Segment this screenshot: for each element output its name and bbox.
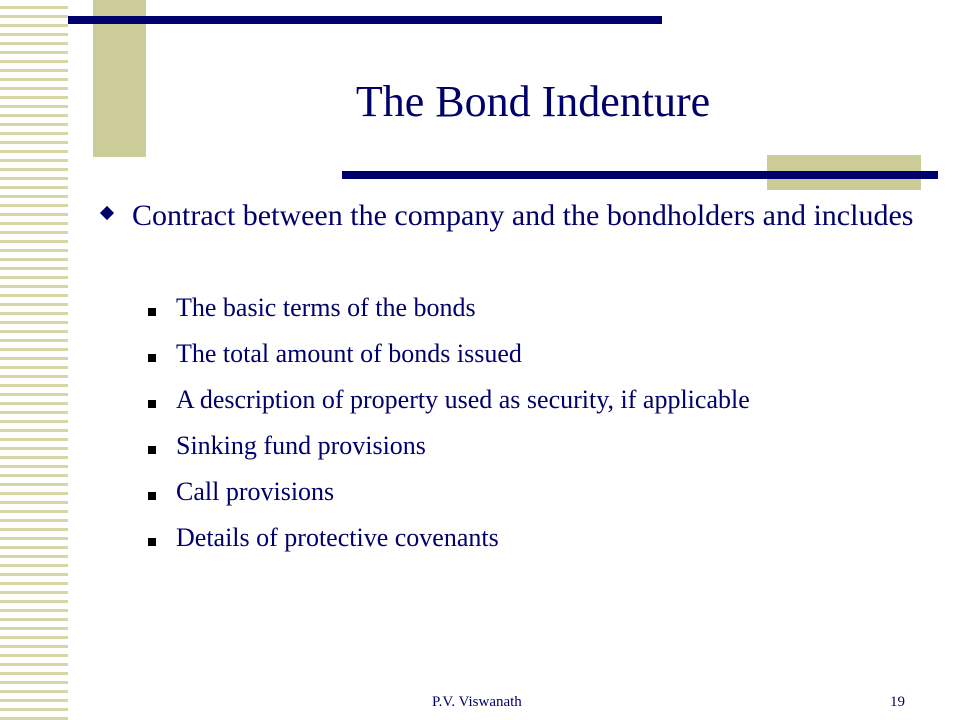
diamond-bullet-icon <box>100 206 114 220</box>
sub-bullet-text: Details of protective covenants <box>176 523 499 552</box>
sub-bullet-text: Call provisions <box>176 477 335 506</box>
sub-bullet-list <box>148 288 928 564</box>
top-bar-decoration <box>68 16 662 24</box>
sub-bullet-item <box>148 426 928 472</box>
slide-title: The Bond Indenture <box>355 77 711 126</box>
sub-bullet-item <box>148 518 928 564</box>
sub-bullet-text: A description of property used as security, if applicable <box>176 385 750 414</box>
sub-bullet-item <box>148 380 928 426</box>
sub-bullet-text: The basic terms of the bonds <box>176 293 476 322</box>
main-bullet <box>102 196 922 236</box>
square-bullet-icon <box>148 538 156 546</box>
square-bullet-icon <box>148 400 156 408</box>
square-bullet-icon <box>148 492 156 500</box>
sub-bullet-text: Sinking fund provisions <box>176 431 426 460</box>
sub-bullet-item <box>148 334 928 380</box>
left-stripe-decoration <box>0 0 68 720</box>
square-bullet-icon <box>148 354 156 362</box>
footer-author: P.V. Viswanath <box>432 694 522 710</box>
square-bullet-icon <box>148 446 156 454</box>
page-number: 19 <box>890 694 905 710</box>
sub-bullet-item <box>148 288 928 334</box>
title-underline-bar <box>342 171 938 179</box>
square-bullet-icon <box>148 308 156 316</box>
sub-bullet-text: The total amount of bonds issued <box>176 339 522 368</box>
main-bullet-text: Contract between the company and the bondholders and includes <box>132 199 914 232</box>
sub-bullet-item <box>148 472 928 518</box>
